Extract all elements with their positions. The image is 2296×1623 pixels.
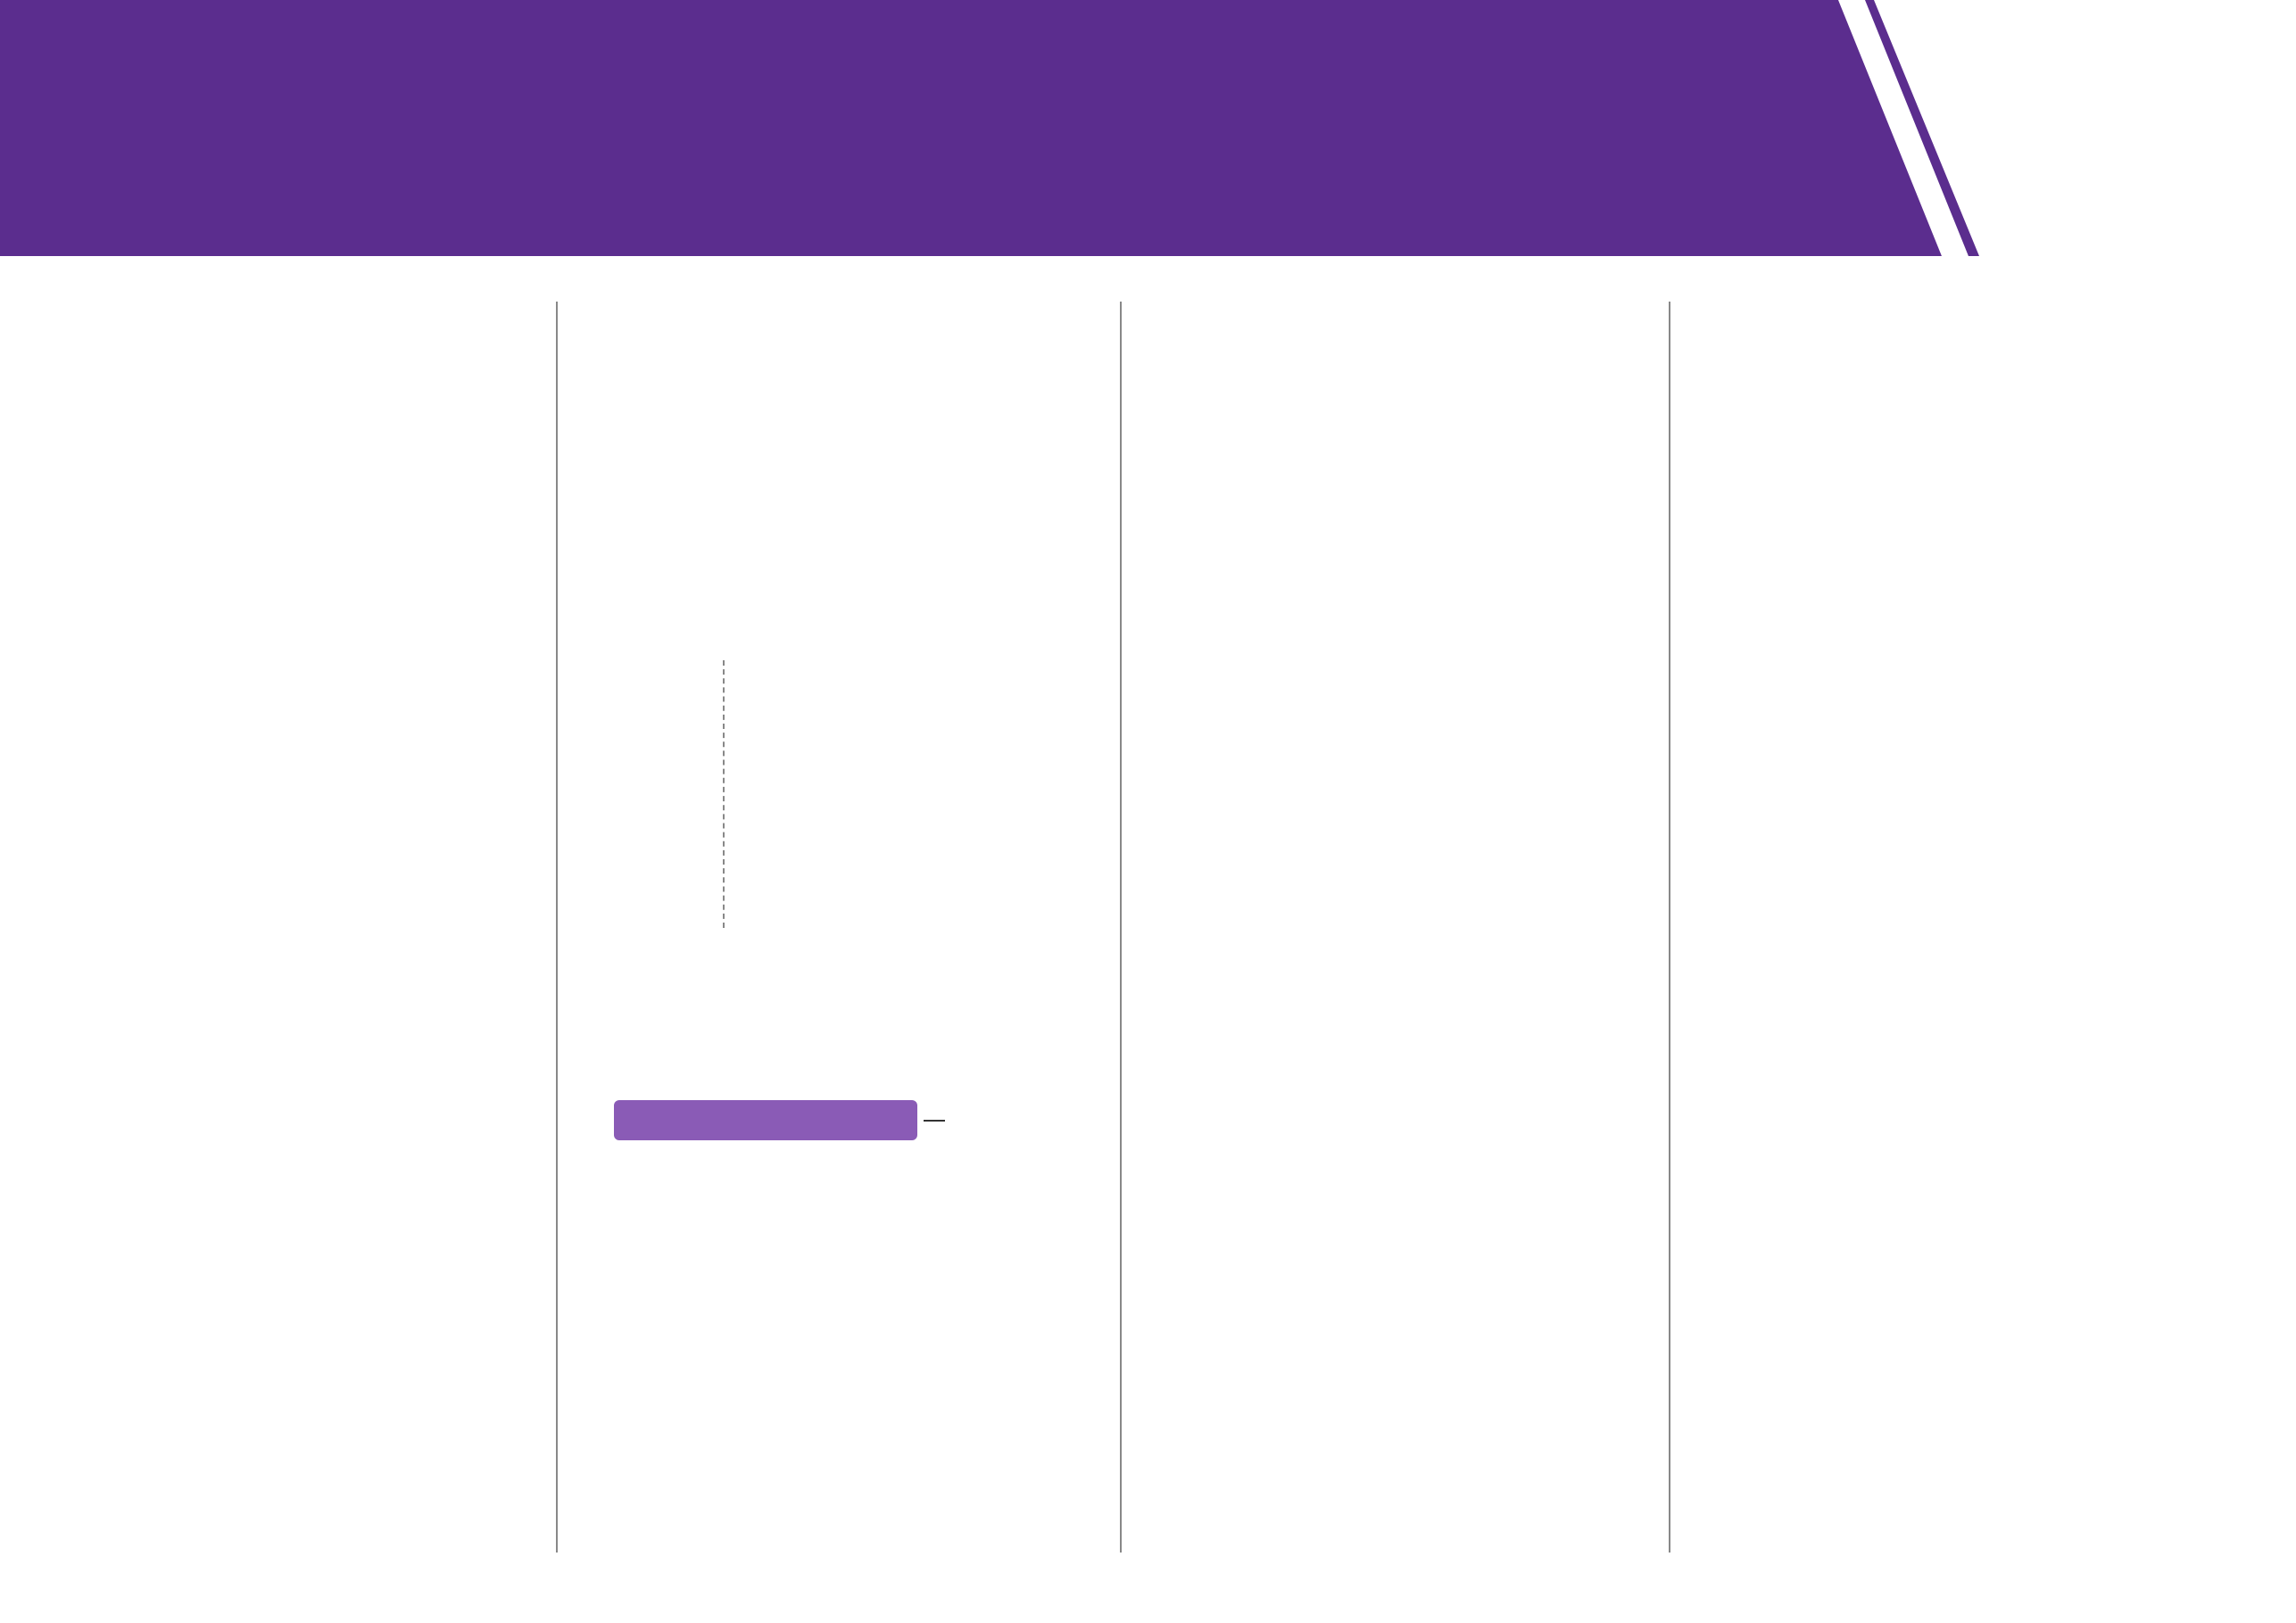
metaformer-figure bbox=[611, 651, 1031, 946]
transformer-block bbox=[614, 1100, 917, 1140]
column-divider bbox=[1669, 302, 1670, 1553]
method-intro-vivip bbox=[589, 948, 1093, 957]
column-divider bbox=[556, 302, 558, 1553]
vivip-figure bbox=[611, 1093, 1075, 1307]
column-1 bbox=[96, 260, 541, 269]
figure-divider bbox=[723, 660, 725, 928]
column-2 bbox=[589, 294, 1093, 302]
poster-header bbox=[0, 0, 2296, 256]
arrow bbox=[924, 1120, 945, 1122]
column-divider bbox=[1120, 302, 1122, 1553]
